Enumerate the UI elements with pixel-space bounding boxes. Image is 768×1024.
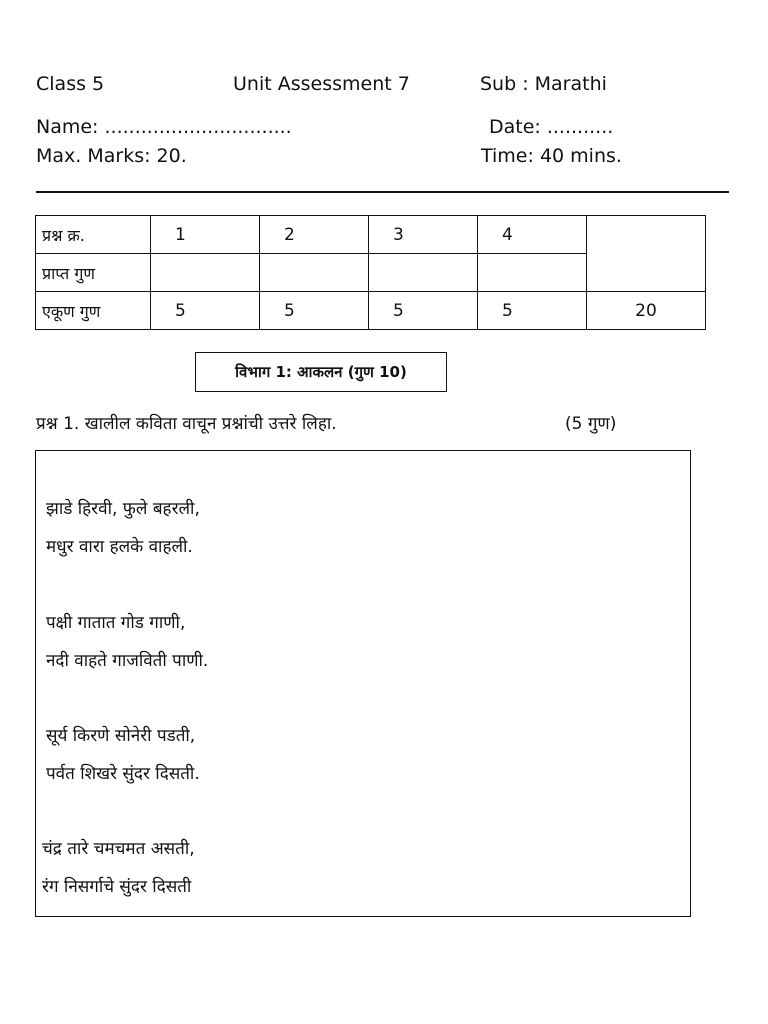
question-number: 3 (393, 224, 404, 245)
subject-label: Sub : Marathi (480, 73, 607, 95)
table-cell (369, 292, 478, 330)
table-cell-blank (587, 216, 706, 292)
row-label-total: एकूण गुण (36, 292, 151, 330)
name-field: Name: ............................... (36, 116, 292, 138)
section-title-box (195, 352, 447, 392)
poem-line: पक्षी गातात गोड गाणी, (46, 613, 186, 633)
obtained-cell (260, 254, 369, 292)
obtained-cell (369, 254, 478, 292)
table-cell (369, 216, 478, 254)
poem-box (35, 450, 691, 917)
class-label: Class 5 (36, 73, 105, 95)
header-divider (36, 191, 729, 193)
table-cell (151, 292, 260, 330)
obtained-cell (478, 254, 587, 292)
table-row (36, 292, 706, 330)
total-marks: 5 (284, 300, 295, 321)
table-cell (260, 216, 369, 254)
obtained-cell (151, 254, 260, 292)
total-marks: 5 (175, 300, 186, 321)
question-number: 1 (175, 224, 186, 245)
poem-line: पर्वत शिखरे सुंदर दिसती. (46, 764, 200, 784)
poem-line: नदी वाहते गाजविती पाणी. (46, 651, 209, 671)
question-1-marks: (5 गुण) (565, 414, 617, 434)
poem-line: सूर्य किरणे सोनेरी पडती, (46, 726, 196, 746)
assessment-title: Unit Assessment 7 (233, 73, 410, 95)
date-field: Date: ........... (489, 116, 614, 138)
question-number: 2 (284, 224, 295, 245)
total-marks: 5 (393, 300, 404, 321)
row-label-question-number: प्रश्न क्र. (36, 216, 151, 254)
row-label-obtained: प्राप्त गुण (36, 254, 151, 292)
poem-line: चंद्र तारे चमचमत असती, (42, 839, 195, 859)
poem-line: रंग निसर्गाचे सुंदर दिसती (42, 877, 192, 897)
table-cell (151, 216, 260, 254)
max-marks-label: Max. Marks: 20. (36, 145, 187, 167)
poem-line: मधुर वारा हलके वाहली. (46, 537, 193, 557)
marks-table (35, 215, 706, 330)
question-1-prompt: प्रश्न 1. खालील कविता वाचून प्रश्नांची उत्तरे लिहा. (36, 414, 337, 434)
time-label: Time: 40 mins. (481, 145, 622, 167)
total-marks: 5 (502, 300, 513, 321)
table-row (36, 216, 706, 254)
table-cell (260, 292, 369, 330)
grand-total: 20 (587, 292, 706, 330)
table-cell (478, 292, 587, 330)
poem-line: झाडे हिरवी, फुले बहरली, (46, 499, 200, 519)
question-number: 4 (502, 224, 513, 245)
table-cell (478, 216, 587, 254)
section-title: विभाग 1: आकलन (गुण 10) (235, 363, 407, 381)
